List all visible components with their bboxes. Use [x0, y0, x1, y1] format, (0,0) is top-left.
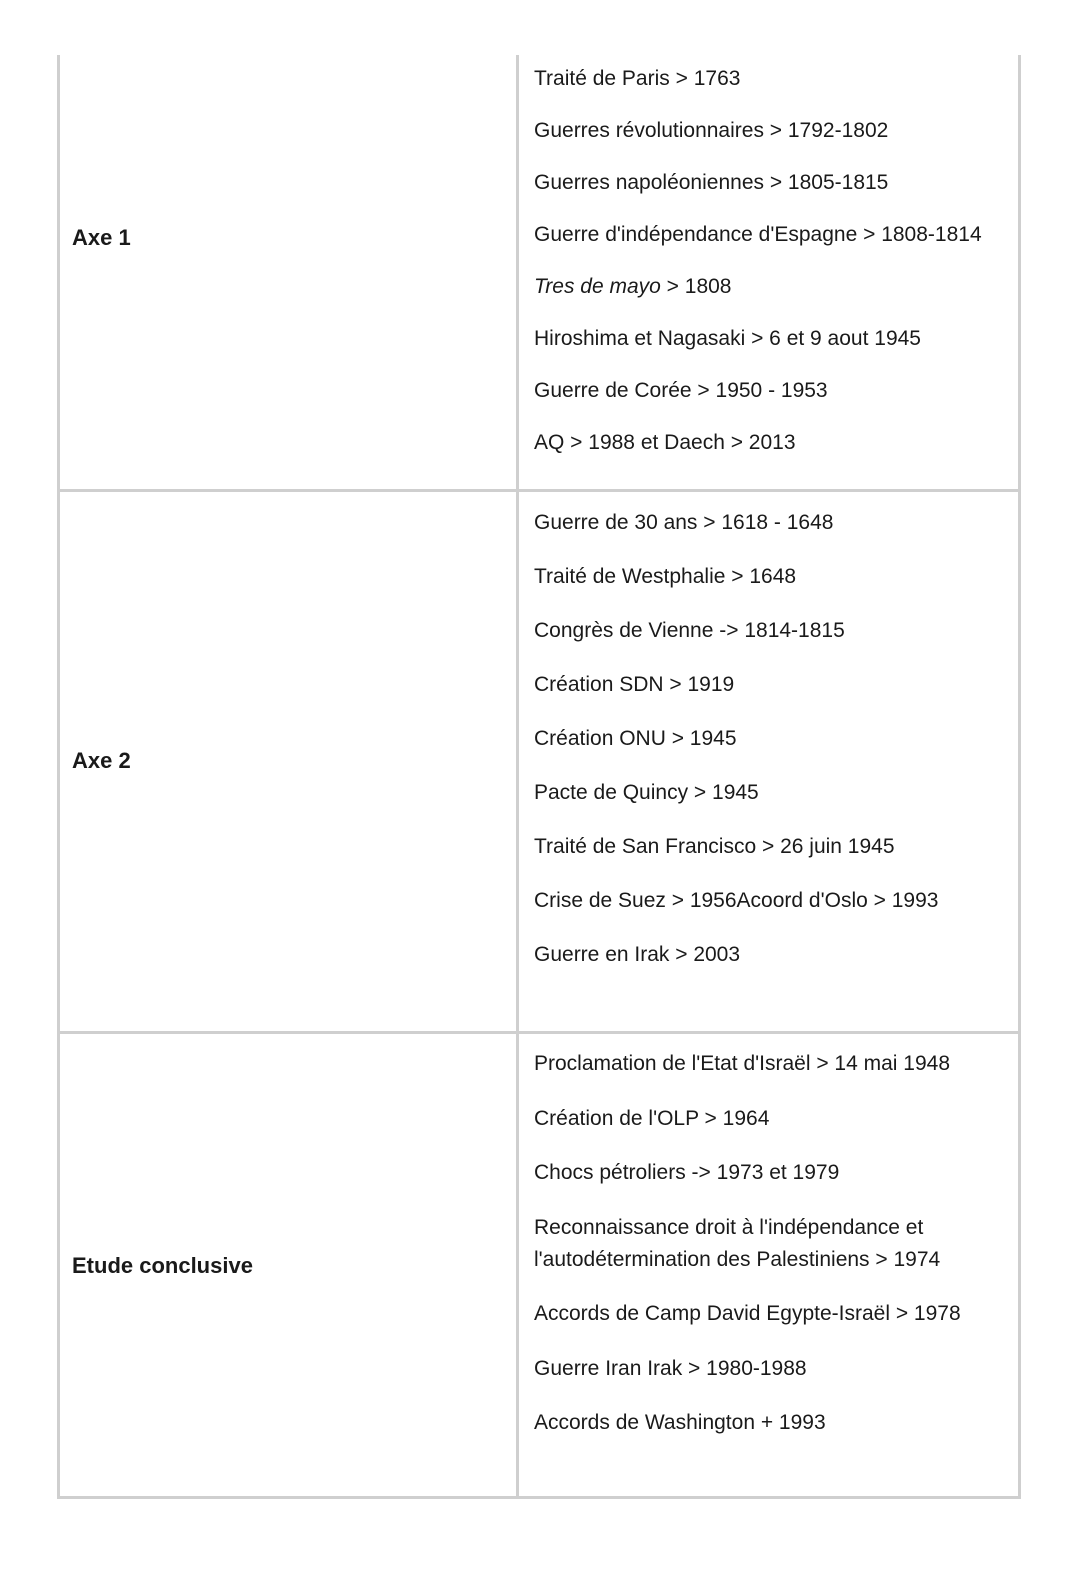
row-label: Axe 1: [72, 225, 131, 250]
table-row-axe-1: [57, 55, 1021, 492]
timeline-table: [57, 55, 1021, 1499]
list-item: Création ONU > 1945: [534, 727, 737, 750]
list-item: Traité de Paris > 1763: [534, 67, 741, 90]
event-list: [534, 63, 1008, 479]
event-date: > 1808: [660, 275, 732, 298]
list-item: Guerre Iran Irak > 1980-1988: [534, 1356, 807, 1380]
list-item: Crise de Suez > 1956Acoord d'Oslo > 1993: [534, 889, 939, 912]
list-item: Création SDN > 1919: [534, 673, 735, 696]
list-item: Hiroshima et Nagasaki > 6 et 9 aout 1945: [534, 327, 921, 350]
list-item: Guerres napoléoniennes > 1805-1815: [534, 171, 889, 194]
list-item: Accords de Camp David Egypte-Israël > 1978: [534, 1302, 961, 1325]
list-item: Guerre de Corée > 1950 - 1953: [534, 379, 828, 402]
table-row-etude-conclusive: [57, 1034, 1021, 1499]
list-item: [534, 271, 1008, 303]
column-divider: [516, 1034, 519, 1496]
list-item: Accords de Washington + 1993: [534, 1411, 826, 1434]
list-item: Guerre de 30 ans > 1618 - 1648: [534, 511, 834, 534]
list-item: Guerre en Irak > 2003: [534, 943, 741, 966]
list-item: Congrès de Vienne -> 1814-1815: [534, 619, 845, 642]
list-item: AQ > 1988 et Daech > 2013: [534, 431, 796, 454]
list-item: Création de l'OLP > 1964: [534, 1106, 770, 1130]
table-row-axe-2: [57, 492, 1021, 1034]
list-item: Guerre d'indépendance d'Espagne > 1808-1814: [534, 223, 982, 246]
event-list: [534, 507, 1008, 993]
column-divider: [516, 492, 519, 1031]
list-item: Traité de Westphalie > 1648: [534, 565, 797, 588]
list-item: Chocs pétroliers -> 1973 et 1979: [534, 1161, 840, 1184]
list-item: Traité de San Francisco > 26 juin 1945: [534, 835, 895, 858]
row-label: Axe 2: [72, 748, 131, 773]
list-item: Reconnaissance droit à l'indépendance et l'autodétermination des Palestiniens > 1974: [534, 1215, 941, 1271]
event-list: [534, 1048, 1008, 1462]
list-item: Pacte de Quincy > 1945: [534, 781, 759, 804]
row-label: Etude conclusive: [72, 1253, 253, 1278]
artwork-title: Tres de mayo: [534, 275, 661, 298]
list-item: Guerres révolutionnaires > 1792-1802: [534, 119, 889, 142]
list-item: Proclamation de l'Etat d'Israël > 14 mai 1948: [534, 1052, 951, 1075]
column-divider: [516, 55, 519, 489]
